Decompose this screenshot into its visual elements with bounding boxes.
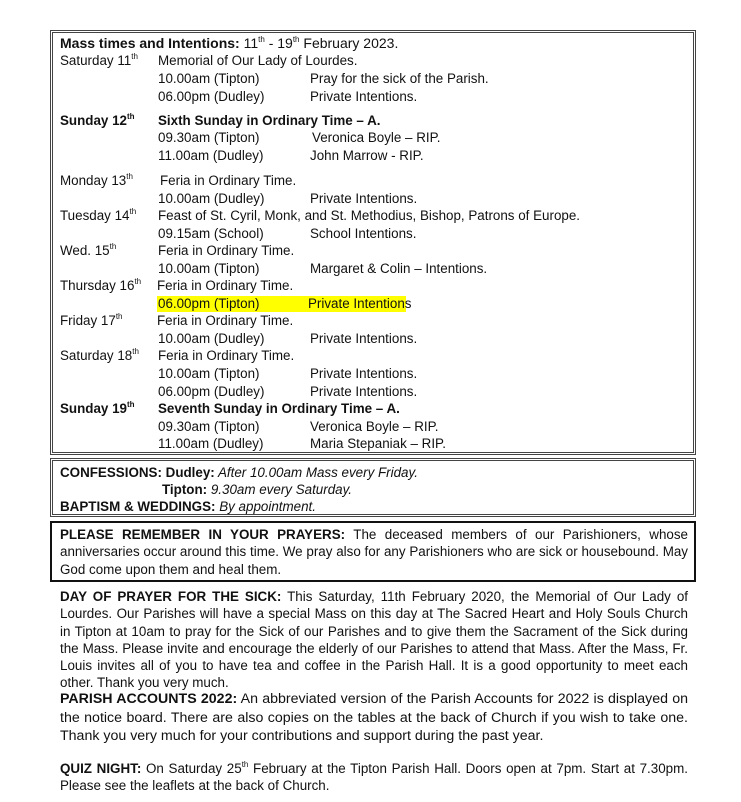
- day-label: Friday 17th: [60, 312, 123, 328]
- day-label: Saturday 11th: [60, 52, 138, 68]
- day-label: Wed. 15th: [60, 242, 117, 258]
- day-title: Seventh Sunday in Ordinary Time – A.: [158, 401, 400, 416]
- mass-intention: Private Intentions.: [310, 331, 418, 346]
- sick-day-notice: DAY OF PRAYER FOR THE SICK: This Saturday, 11th February 2020, the Memorial of Our Lady of Lourdes. Our Parishes will have a special Mass on this day at The Sacred Heart and Holy Souls Church in Tipton at 10am to pray for the Sick of our Parishes and to give them the Sacrament of the Sick during the Mass. Please invite and encourage the elderly of our Parishes to attend that Mass. After the Mass, Fr. Louis invites all of you to have tea and coffee in the Parish Hall. It is a good opportunity to meet each other. Thank you very much.: [60, 589, 689, 691]
- mass-time: 06.00pm (Tipton): [158, 296, 260, 311]
- day-title: Feria in Ordinary Time.: [158, 243, 295, 258]
- mass-time: 11.00am (Dudley): [158, 148, 264, 163]
- mass-intention: Private Intentions.: [310, 89, 418, 104]
- mass-time: 10.00am (Dudley): [158, 191, 265, 206]
- mass-time: 10.00am (Dudley): [158, 331, 265, 346]
- day-title: Feria in Ordinary Time.: [160, 173, 297, 188]
- mass-intention: Pray for the sick of the Parish.: [310, 71, 489, 86]
- day-label: Sunday 12th: [60, 112, 135, 128]
- mass-time: 09.30am (Tipton): [158, 130, 260, 145]
- mass-time: 10.00am (Tipton): [158, 71, 260, 86]
- mass-intention: Veronica Boyle – RIP.: [310, 419, 439, 434]
- mass-intention: Private Intentions.: [310, 384, 418, 399]
- mass-time: 10.00am (Tipton): [158, 261, 260, 276]
- mass-times-heading: Mass times and Intentions: 11th - 19th February 2023.: [60, 35, 399, 51]
- confessions-dudley: CONFESSIONS: Dudley: After 10.00am Mass every Friday.: [60, 465, 418, 480]
- mass-intention: Private Intentions.: [310, 191, 418, 206]
- day-title: Feria in Ordinary Time.: [158, 348, 295, 363]
- prayers-notice: PLEASE REMEMBER IN YOUR PRAYERS: The deceased members of our Parishioners, whose anniversaries occur around this time. We pray also for any Parishioners who are sick or housebound. May God come upon them and heal them.: [60, 527, 689, 577]
- mass-time: 06.00pm (Dudley): [158, 89, 265, 104]
- day-title: Sixth Sunday in Ordinary Time – A.: [158, 113, 381, 128]
- quiz-night-notice: QUIZ NIGHT: On Saturday 25th February at the Tipton Parish Hall. Doors open at 7pm. Start at 7.30pm. Please see the leaflets at the back of Church.: [60, 760, 688, 794]
- mass-time: 11.00am (Dudley): [158, 436, 264, 451]
- day-title: Feast of St. Cyril, Monk, and St. Methodius, Bishop, Patrons of Europe.: [158, 208, 581, 223]
- mass-time: 06.00pm (Dudley): [158, 384, 265, 399]
- day-label: Thursday 16th: [60, 277, 142, 293]
- mass-time: 09.15am (School): [158, 226, 264, 241]
- day-title: Memorial of Our Lady of Lourdes.: [158, 53, 358, 68]
- day-title: Feria in Ordinary Time.: [157, 278, 294, 293]
- mass-intention: John Marrow - RIP.: [310, 148, 424, 163]
- mass-intention: Veronica Boyle – RIP.: [312, 130, 441, 145]
- mass-intention: Private Intentions.: [310, 366, 418, 381]
- confessions-tipton: Tipton: 9.30am every Saturday.: [162, 482, 353, 497]
- parish-accounts-notice: PARISH ACCOUNTS 2022: An abbreviated version of the Parish Accounts for 2022 is displayed on the notice board. There are also copies on the tables at the back of Church if you wish to take one. Thank you very much for your contributions and support during the past year.: [60, 691, 689, 745]
- mass-intention: School Intentions.: [310, 226, 417, 241]
- mass-intention: Private Intentions: [308, 296, 412, 311]
- day-label: Tuesday 14th: [60, 207, 137, 223]
- mass-intention: Maria Stepaniak – RIP.: [310, 436, 446, 451]
- day-label: Sunday 19th: [60, 400, 135, 416]
- mass-time: 09.30am (Tipton): [158, 419, 260, 434]
- mass-intention: Margaret & Colin – Intentions.: [310, 261, 488, 276]
- day-label: Monday 13th: [60, 172, 133, 188]
- day-title: Feria in Ordinary Time.: [157, 313, 294, 328]
- baptism-weddings: BAPTISM & WEDDINGS: By appointment.: [60, 499, 316, 514]
- mass-time: 10.00am (Tipton): [158, 366, 260, 381]
- day-label: Saturday 18th: [60, 347, 139, 363]
